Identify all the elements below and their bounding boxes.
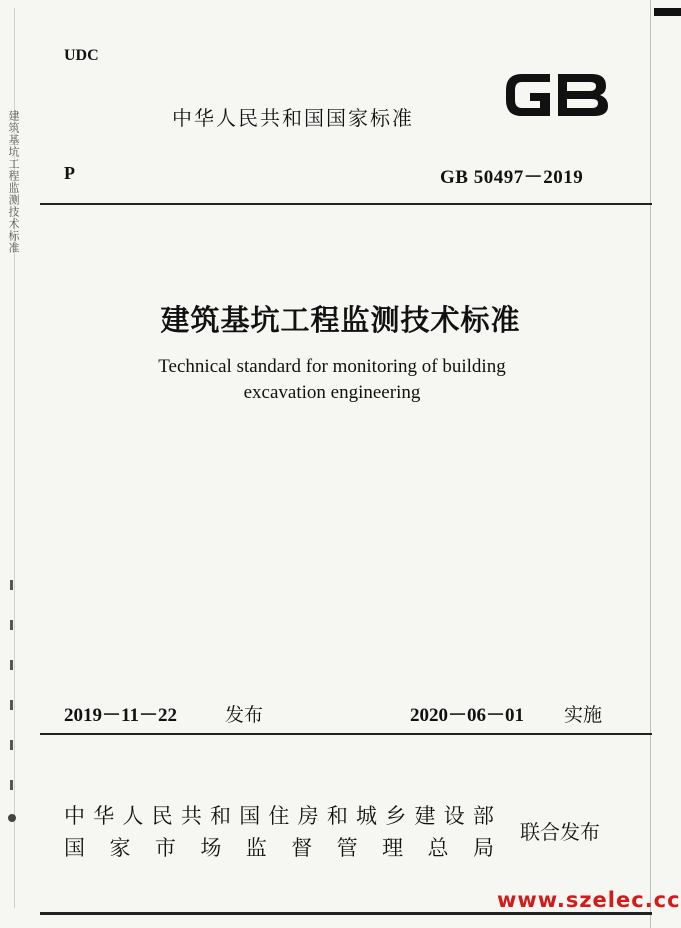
spine-title: 建筑基坑工程监测技术标准 xyxy=(7,110,20,254)
national-standard-label: 中华人民共和国国家标准 xyxy=(172,106,414,130)
title-english-line2: excavation engineering xyxy=(243,382,421,403)
issue-label: 发布 xyxy=(225,704,264,726)
publisher-line-1: 中 华 人 民 共 和 国 住 房 和 城 乡 建 设 部 xyxy=(64,804,494,828)
publisher-line-2: 国 家 市 场 监 督 管 理 总 局 xyxy=(64,836,494,860)
standard-code: GB 50497－2019 xyxy=(440,167,584,188)
title-chinese: 建筑基坑工程监测技术标准 xyxy=(160,303,521,337)
issue-date: 2019－11－22 xyxy=(64,705,177,726)
implementation-date: 2020－06－01 xyxy=(410,705,525,726)
implementation-label: 实施 xyxy=(564,704,603,726)
category-label: P xyxy=(64,163,75,183)
svg-text:GB: GB xyxy=(500,66,502,67)
title-english xyxy=(0,354,664,406)
dates-rule xyxy=(40,733,652,735)
corner-mark xyxy=(654,8,681,16)
udc-label: UDC xyxy=(64,47,99,64)
watermark-link[interactable]: www.szelec.cc xyxy=(497,888,681,912)
joint-release-label: 联合发布 xyxy=(520,820,600,844)
spine-marks xyxy=(6,560,18,860)
footer-rule xyxy=(40,912,652,915)
header-rule xyxy=(40,203,652,205)
title-english-line1: Technical standard for monitoring of building xyxy=(158,356,506,377)
gb-logo-icon xyxy=(500,66,612,124)
page-edge-line xyxy=(650,0,651,928)
